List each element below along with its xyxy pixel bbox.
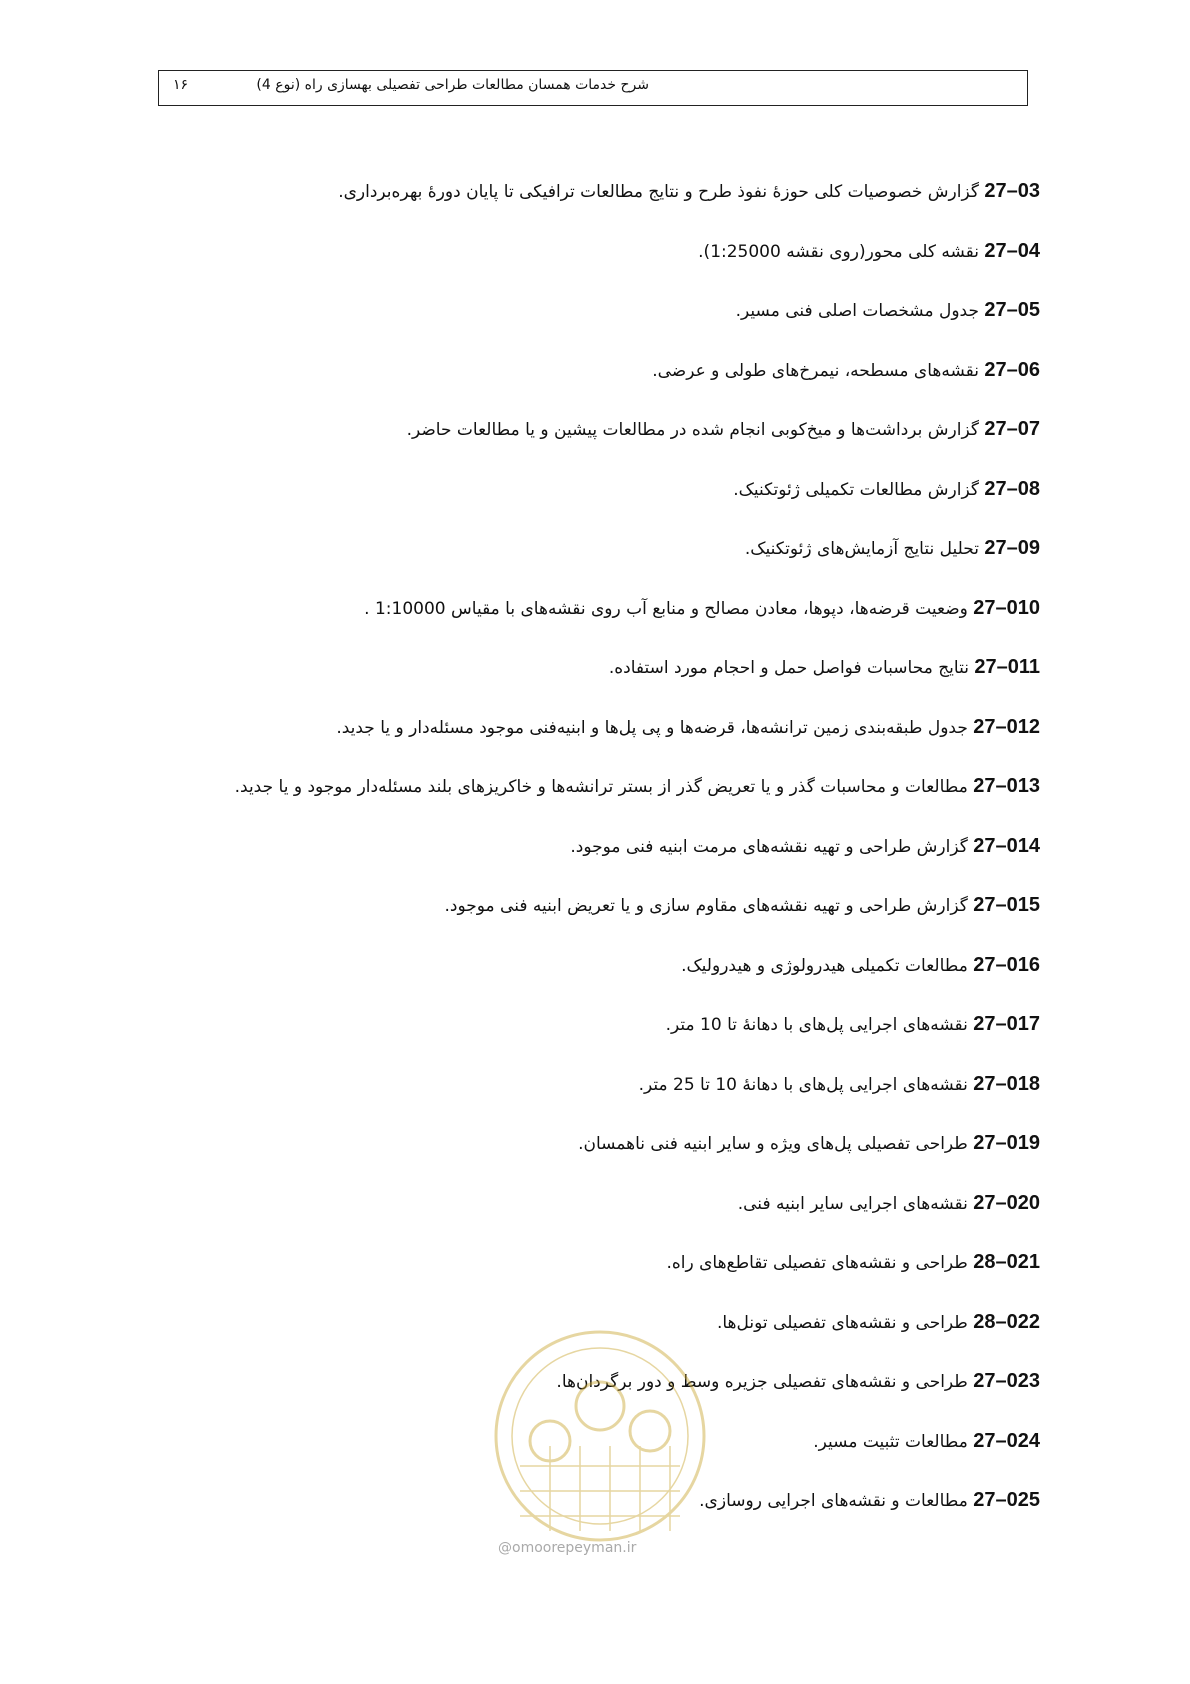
item-text: گزارش برداشت‌ها و میخ‌کوبی انجام شده در مطالعات پیشین و یا مطالعات حاضر. [406, 420, 985, 440]
list-item [813, 1430, 1040, 1453]
item-number: 27–023 [973, 1370, 1040, 1392]
item-number: 27–014 [973, 834, 1040, 857]
list-item [578, 1132, 1040, 1155]
item-text: مطالعات تکمیلی هیدرولوژی و هیدرولیک. [681, 955, 974, 976]
list-item [444, 894, 1040, 917]
item-number: 27–015 [973, 894, 1040, 916]
list-item [364, 597, 1040, 620]
list-item [609, 656, 1040, 679]
item-number: 27–07 [984, 418, 1040, 440]
list-item [681, 954, 1040, 977]
item-text: طراحی تفصیلی پل‌های ویژه و سایر ابنیه فنی ناهمسان. [578, 1134, 974, 1154]
at-icon: @ [498, 1540, 512, 1556]
list-item [570, 835, 1040, 858]
item-text: مطالعات تثبیت مسیر. [813, 1431, 974, 1452]
item-number: 27–08 [984, 477, 1040, 500]
item-number: 27–012 [973, 715, 1040, 738]
item-text: نتایج محاسبات فواصل حمل و احجام مورد استفاده. [608, 658, 975, 678]
item-text: گزارش مطالعات تکمیلی ژئوتکنیک. [733, 479, 985, 500]
item-text: نقشه‌های اجرایی سایر ابنیه فنی. [737, 1193, 974, 1214]
item-number: 27–04 [984, 239, 1040, 262]
item-number: 27–06 [984, 358, 1040, 381]
item-text: مطالعات و نقشه‌های اجرایی روسازی. [699, 1491, 974, 1511]
watermark-site: omoorepeyman.ir [512, 1540, 637, 1556]
item-number: 27–09 [984, 537, 1040, 559]
list-item [666, 1013, 1040, 1036]
item-text: گزارش طراحی و تهیه نقشه‌های مرمت ابنیه فنی موجود. [570, 836, 974, 857]
item-number: 27–03 [984, 180, 1040, 202]
item-number: 27–05 [984, 299, 1040, 321]
item-text: طراحی و نقشه‌های تفصیلی جزیره وسط و دور برگردان‌ها. [556, 1372, 974, 1392]
list-item [639, 1073, 1040, 1096]
item-text: طراحی و نقشه‌های تفصیلی تقاطع‌های راه. [666, 1253, 974, 1273]
item-number: 28–021 [973, 1251, 1040, 1273]
item-text: تحلیل نتایج آزمایش‌های ژئوتکنیک. [744, 539, 985, 559]
item-number: 27–019 [973, 1132, 1040, 1154]
item-text: جدول مشخصات اصلی فنی مسیر. [735, 301, 985, 321]
item-number: 27–018 [973, 1072, 1040, 1095]
list-item [745, 537, 1040, 560]
item-number: 27–013 [973, 775, 1040, 797]
list-item [717, 1311, 1040, 1334]
list-item [736, 299, 1040, 322]
item-number: 27–017 [973, 1013, 1040, 1035]
item-text: وضعیت قرضه‌ها، دپوها، معادن مصالح و منابع آب روی نقشه‌های با مقیاس 1:10000 . [364, 598, 974, 619]
list-item [699, 1489, 1040, 1512]
list-item [407, 418, 1040, 441]
list-item [235, 775, 1040, 798]
item-number: 27–011 [974, 656, 1040, 678]
page-header [158, 70, 1028, 106]
watermark-url [498, 1540, 636, 1556]
item-number: 27–025 [973, 1489, 1040, 1511]
item-number: 27–010 [973, 596, 1040, 619]
item-text: طراحی و نقشه‌های تفصیلی تونل‌ها. [716, 1312, 974, 1333]
list-item [666, 1251, 1040, 1274]
item-text: گزارش خصوصیات کلی حوزهٔ نفوذ طرح و نتایج مطالعات ترافیکی تا پایان دورهٔ بهره‌برداری. [338, 182, 985, 202]
item-number: 27–024 [973, 1429, 1040, 1452]
item-text: گزارش طراحی و تهیه نقشه‌های مقاوم سازی و یا تعریض ابنیه فنی موجود. [444, 896, 974, 916]
list-item [698, 240, 1040, 263]
item-number: 28–022 [973, 1310, 1040, 1333]
item-text: نقشه‌های مسطحه، نیمرخ‌های طولی و عرضی. [652, 360, 985, 381]
item-text: نقشه کلی محور(روی نقشه 1:25000). [698, 241, 985, 262]
list-item [652, 359, 1040, 382]
list-item [338, 180, 1040, 203]
item-number: 27–016 [973, 953, 1040, 976]
page-number: ۱۶ [173, 77, 189, 93]
watermark-logo [480, 1316, 720, 1556]
item-text: جدول طبقه‌بندی زمین ترانشه‌ها، قرضه‌ها و پی پل‌ها و ابنیه‌فنی موجود مسئله‌دار و یا جدید. [336, 717, 974, 738]
item-text: نقشه‌های اجرایی پل‌های با دهانهٔ تا 10 متر. [665, 1015, 974, 1035]
list-item [733, 478, 1040, 501]
item-text: نقشه‌های اجرایی پل‌های با دهانهٔ 10 تا 25 متر. [638, 1074, 974, 1095]
item-number: 27–020 [973, 1191, 1040, 1214]
item-text: مطالعات و محاسبات گذر و یا تعریض گذر از بستر ترانشه‌ها و خاکریزهای بلند مسئله‌دار موجود و یا جدید. [234, 777, 974, 797]
list-item [738, 1192, 1040, 1215]
list-item [336, 716, 1040, 739]
header-title: شرح خدمات همسان مطالعات طراحی تفصیلی بهسازی راه (نوع 4) [256, 77, 649, 93]
